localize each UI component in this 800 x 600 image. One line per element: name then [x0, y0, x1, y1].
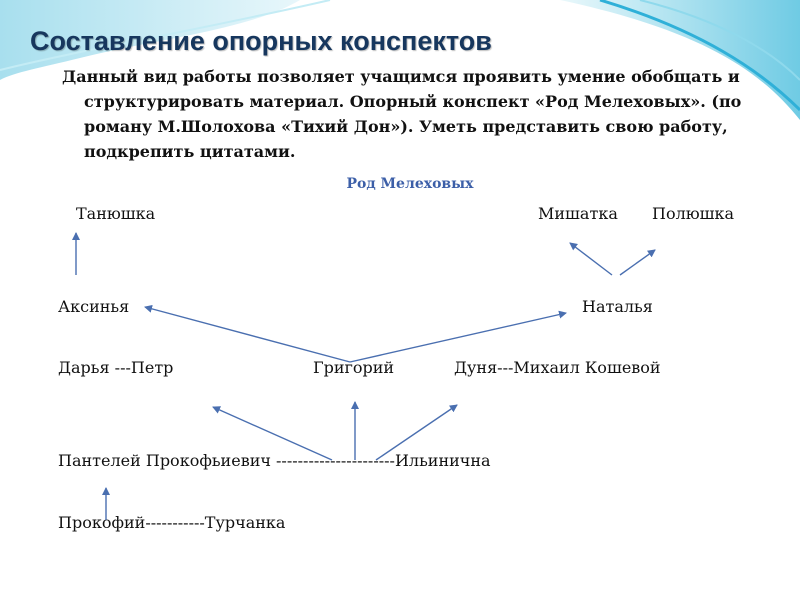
node-aksinya: Аксинья [58, 297, 130, 316]
node-dunya-mikhail: Дуня---Михаил Кошевой [454, 358, 661, 377]
node-grigoriy: Григорий [313, 358, 395, 377]
arrow-to-mishatka [570, 243, 612, 275]
node-tanyushka: Танюшка [76, 204, 156, 223]
arrow-to-aksinya [145, 307, 350, 362]
node-polyushka: Полюшка [652, 204, 735, 223]
node-mishatka: Мишатка [538, 204, 618, 223]
arrow-to-darya-petr [213, 407, 332, 460]
arrow-to-dunya [376, 405, 457, 460]
diagram-title: Род Мелеховых [346, 176, 474, 192]
node-prokofiy-turchanka: Прокофий-----------Турчанка [58, 513, 286, 532]
slide-title: Составление опорных конспектов [30, 26, 492, 56]
node-darya-petr: Дарья ---Петр [58, 358, 174, 377]
node-panteley-ilyinichna: Пантелей Прокофьиевич ----------------------Ильинична [58, 451, 491, 470]
arrow-to-polyushka [620, 250, 655, 275]
arrow-to-natalya [350, 313, 566, 362]
node-natalya: Наталья [582, 297, 653, 316]
intro-paragraph: Данный вид работы позволяет учащимся проявить умение обобщать и структурировать материал. Опорный конспект «Род Мелеховых». (по роману М.Шолохова «Тихий Дон»). Уметь представить свою работу, подкрепить цитатами. [62, 67, 742, 161]
